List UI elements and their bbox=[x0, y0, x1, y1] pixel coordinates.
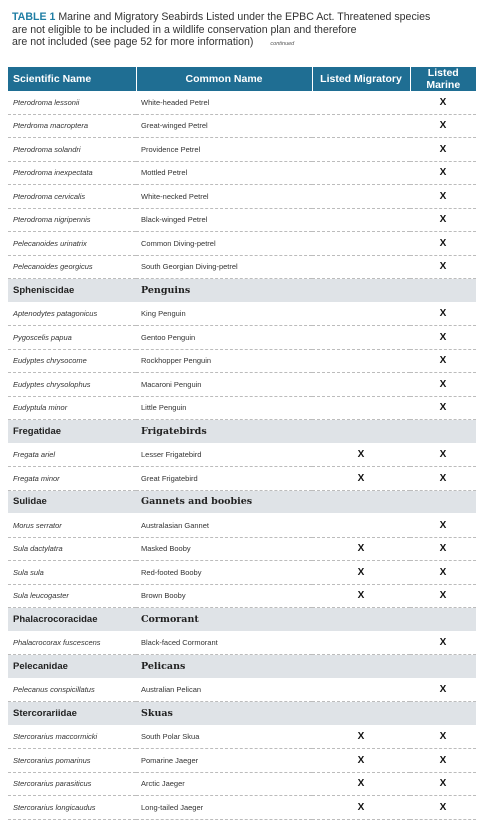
table-row bbox=[8, 255, 476, 279]
listed-migratory-cell: X bbox=[312, 537, 410, 561]
listed-marine-cell: X bbox=[410, 749, 476, 773]
table-row bbox=[8, 725, 476, 749]
table-row bbox=[8, 326, 476, 350]
table-row bbox=[8, 631, 476, 655]
listed-migratory-cell: X bbox=[312, 443, 410, 467]
scientific-name-cell: Fregata minor bbox=[8, 467, 136, 491]
caption-label: TABLE 1 bbox=[12, 11, 56, 23]
scientific-name-cell: Sula sula bbox=[8, 561, 136, 585]
listed-marine-cell: X bbox=[410, 161, 476, 185]
table-row bbox=[8, 796, 476, 820]
listed-marine-cell bbox=[410, 420, 476, 444]
common-name-cell: South Polar Skua bbox=[136, 725, 312, 749]
listed-marine-cell: X bbox=[410, 584, 476, 608]
listed-migratory-cell bbox=[312, 326, 410, 350]
common-name-cell: Australasian Gannet bbox=[136, 514, 312, 538]
family-common-name: Frigatebirds bbox=[136, 420, 312, 444]
listed-marine-cell: X bbox=[410, 467, 476, 491]
common-name-cell: Arctic Jaeger bbox=[136, 772, 312, 796]
family-scientific-name: Sulidae bbox=[8, 490, 136, 514]
listed-migratory-cell bbox=[312, 702, 410, 726]
listed-marine-cell: X bbox=[410, 725, 476, 749]
family-scientific-name: Spheniscidae bbox=[8, 279, 136, 303]
listed-migratory-cell bbox=[312, 678, 410, 702]
listed-marine-cell: X bbox=[410, 443, 476, 467]
header-listed-marine: Listed Marine bbox=[410, 67, 476, 91]
listed-marine-cell: X bbox=[410, 349, 476, 373]
listed-marine-cell: X bbox=[410, 373, 476, 397]
table-row bbox=[8, 208, 476, 232]
listed-marine-cell: X bbox=[410, 396, 476, 420]
table-row bbox=[8, 114, 476, 138]
scientific-name-cell: Sula leucogaster bbox=[8, 584, 136, 608]
family-scientific-name: Fregatidae bbox=[8, 420, 136, 444]
table-row bbox=[8, 772, 476, 796]
common-name-cell: Pomarine Jaeger bbox=[136, 749, 312, 773]
seabird-table bbox=[8, 67, 476, 820]
listed-migratory-cell bbox=[312, 279, 410, 303]
common-name-cell: South Georgian Diving-petrel bbox=[136, 255, 312, 279]
listed-marine-cell bbox=[410, 490, 476, 514]
table-row bbox=[8, 443, 476, 467]
family-common-name: Cormorant bbox=[136, 608, 312, 632]
listed-migratory-cell bbox=[312, 302, 410, 326]
table-row bbox=[8, 678, 476, 702]
scientific-name-cell: Eudyptes chrysolophus bbox=[8, 373, 136, 397]
family-scientific-name: Stercorariidae bbox=[8, 702, 136, 726]
family-row bbox=[8, 608, 476, 632]
listed-marine-cell: X bbox=[410, 114, 476, 138]
listed-migratory-cell: X bbox=[312, 467, 410, 491]
listed-migratory-cell bbox=[312, 373, 410, 397]
scientific-name-cell: Stercorarius parasiticus bbox=[8, 772, 136, 796]
listed-marine-cell: X bbox=[410, 561, 476, 585]
listed-migratory-cell bbox=[312, 255, 410, 279]
scientific-name-cell: Pterodroma lessonii bbox=[8, 91, 136, 114]
common-name-cell: Red-footed Booby bbox=[136, 561, 312, 585]
caption-line-1: Marine and Migratory Seabirds Listed under the EPBC Act. Threatened species bbox=[58, 11, 431, 23]
listed-marine-cell: X bbox=[410, 796, 476, 820]
table-row bbox=[8, 749, 476, 773]
common-name-cell: Common Diving-petrel bbox=[136, 232, 312, 256]
listed-migratory-cell bbox=[312, 490, 410, 514]
common-name-cell: Brown Booby bbox=[136, 584, 312, 608]
listed-marine-cell: X bbox=[410, 514, 476, 538]
table-caption bbox=[12, 11, 476, 51]
scientific-name-cell: Pygoscelis papua bbox=[8, 326, 136, 350]
common-name-cell: Australian Pelican bbox=[136, 678, 312, 702]
header-row bbox=[8, 67, 476, 91]
listed-marine-cell: X bbox=[410, 678, 476, 702]
listed-migratory-cell: X bbox=[312, 584, 410, 608]
common-name-cell: Black-faced Cormorant bbox=[136, 631, 312, 655]
family-row bbox=[8, 490, 476, 514]
table-row bbox=[8, 91, 476, 114]
common-name-cell: Great Frigatebird bbox=[136, 467, 312, 491]
scientific-name-cell: Eudyptula minor bbox=[8, 396, 136, 420]
table-row bbox=[8, 514, 476, 538]
common-name-cell: Great-winged Petrel bbox=[136, 114, 312, 138]
scientific-name-cell: Pterodroma cervicalis bbox=[8, 185, 136, 209]
table-row bbox=[8, 537, 476, 561]
common-name-cell: Masked Booby bbox=[136, 537, 312, 561]
listed-migratory-cell bbox=[312, 396, 410, 420]
table-row bbox=[8, 161, 476, 185]
listed-migratory-cell: X bbox=[312, 725, 410, 749]
listed-marine-cell bbox=[410, 279, 476, 303]
family-common-name: Pelicans bbox=[136, 655, 312, 679]
common-name-cell: Macaroni Penguin bbox=[136, 373, 312, 397]
listed-migratory-cell bbox=[312, 420, 410, 444]
listed-migratory-cell bbox=[312, 91, 410, 114]
scientific-name-cell: Pterdroma macroptera bbox=[8, 114, 136, 138]
table-row bbox=[8, 467, 476, 491]
common-name-cell: Mottled Petrel bbox=[136, 161, 312, 185]
scientific-name-cell: Aptenodytes patagonicus bbox=[8, 302, 136, 326]
listed-migratory-cell: X bbox=[312, 772, 410, 796]
listed-migratory-cell bbox=[312, 232, 410, 256]
scientific-name-cell: Pterodroma inexpectata bbox=[8, 161, 136, 185]
common-name-cell: Rockhopper Penguin bbox=[136, 349, 312, 373]
listed-migratory-cell bbox=[312, 114, 410, 138]
scientific-name-cell: Fregata ariel bbox=[8, 443, 136, 467]
listed-migratory-cell bbox=[312, 138, 410, 162]
listed-marine-cell: X bbox=[410, 631, 476, 655]
common-name-cell: Providence Petrel bbox=[136, 138, 312, 162]
scientific-name-cell: Stercorarius longicaudus bbox=[8, 796, 136, 820]
table-body bbox=[8, 91, 476, 819]
listed-migratory-cell: X bbox=[312, 749, 410, 773]
table-row bbox=[8, 349, 476, 373]
listed-migratory-cell bbox=[312, 608, 410, 632]
listed-migratory-cell bbox=[312, 161, 410, 185]
table-row bbox=[8, 185, 476, 209]
family-scientific-name: Pelecanidae bbox=[8, 655, 136, 679]
listed-migratory-cell bbox=[312, 185, 410, 209]
table-row bbox=[8, 373, 476, 397]
listed-marine-cell: X bbox=[410, 302, 476, 326]
listed-marine-cell: X bbox=[410, 772, 476, 796]
listed-migratory-cell bbox=[312, 208, 410, 232]
table-row bbox=[8, 232, 476, 256]
scientific-name-cell: Pterodroma solandri bbox=[8, 138, 136, 162]
scientific-name-cell: Pelecanus conspicillatus bbox=[8, 678, 136, 702]
table-row bbox=[8, 561, 476, 585]
table-row bbox=[8, 584, 476, 608]
listed-migratory-cell bbox=[312, 655, 410, 679]
listed-marine-cell: X bbox=[410, 91, 476, 114]
table-row bbox=[8, 396, 476, 420]
listed-marine-cell bbox=[410, 655, 476, 679]
common-name-cell: Lesser Frigatebird bbox=[136, 443, 312, 467]
listed-marine-cell: X bbox=[410, 138, 476, 162]
listed-marine-cell: X bbox=[410, 185, 476, 209]
common-name-cell: White-necked Petrel bbox=[136, 185, 312, 209]
listed-marine-cell bbox=[410, 608, 476, 632]
common-name-cell: Little Penguin bbox=[136, 396, 312, 420]
header-scientific-name: Scientific Name bbox=[8, 67, 136, 91]
common-name-cell: King Penguin bbox=[136, 302, 312, 326]
listed-marine-cell bbox=[410, 702, 476, 726]
common-name-cell: Long-tailed Jaeger bbox=[136, 796, 312, 820]
listed-migratory-cell bbox=[312, 514, 410, 538]
listed-marine-cell: X bbox=[410, 255, 476, 279]
scientific-name-cell: Stercorarius maccormicki bbox=[8, 725, 136, 749]
listed-migratory-cell: X bbox=[312, 561, 410, 585]
common-name-cell: White-headed Petrel bbox=[136, 91, 312, 114]
family-row bbox=[8, 420, 476, 444]
header-common-name: Common Name bbox=[136, 67, 312, 91]
listed-marine-cell: X bbox=[410, 208, 476, 232]
scientific-name-cell: Eudyptes chrysocome bbox=[8, 349, 136, 373]
scientific-name-cell: Pterodroma nigripennis bbox=[8, 208, 136, 232]
common-name-cell: Gentoo Penguin bbox=[136, 326, 312, 350]
caption-line-2: are not eligible to be included in a wildlife conservation plan and therefore bbox=[12, 23, 357, 36]
listed-marine-cell: X bbox=[410, 326, 476, 350]
listed-marine-cell: X bbox=[410, 232, 476, 256]
table-header bbox=[8, 67, 476, 91]
family-common-name: Gannets and boobies bbox=[136, 490, 312, 514]
listed-migratory-cell bbox=[312, 631, 410, 655]
family-common-name: Skuas bbox=[136, 702, 312, 726]
table-row bbox=[8, 302, 476, 326]
scientific-name-cell: Morus serrator bbox=[8, 514, 136, 538]
table-row bbox=[8, 138, 476, 162]
continued-note: continued bbox=[270, 41, 295, 48]
scientific-name-cell: Phalacrocorax fuscescens bbox=[8, 631, 136, 655]
scientific-name-cell: Pelecanoides georgicus bbox=[8, 255, 136, 279]
family-scientific-name: Phalacrocoracidae bbox=[8, 608, 136, 632]
listed-migratory-cell: X bbox=[312, 796, 410, 820]
header-listed-migratory: Listed Migratory bbox=[312, 67, 410, 91]
listed-migratory-cell bbox=[312, 349, 410, 373]
family-row bbox=[8, 702, 476, 726]
family-common-name: Penguins bbox=[136, 279, 312, 303]
scientific-name-cell: Pelecanoides urinatrix bbox=[8, 232, 136, 256]
listed-marine-cell: X bbox=[410, 537, 476, 561]
common-name-cell: Black-winged Petrel bbox=[136, 208, 312, 232]
caption-line-3: are not included (see page 52 for more information) bbox=[12, 36, 254, 49]
family-row bbox=[8, 655, 476, 679]
scientific-name-cell: Stercorarius pomarinus bbox=[8, 749, 136, 773]
family-row bbox=[8, 279, 476, 303]
scientific-name-cell: Sula dactylatra bbox=[8, 537, 136, 561]
